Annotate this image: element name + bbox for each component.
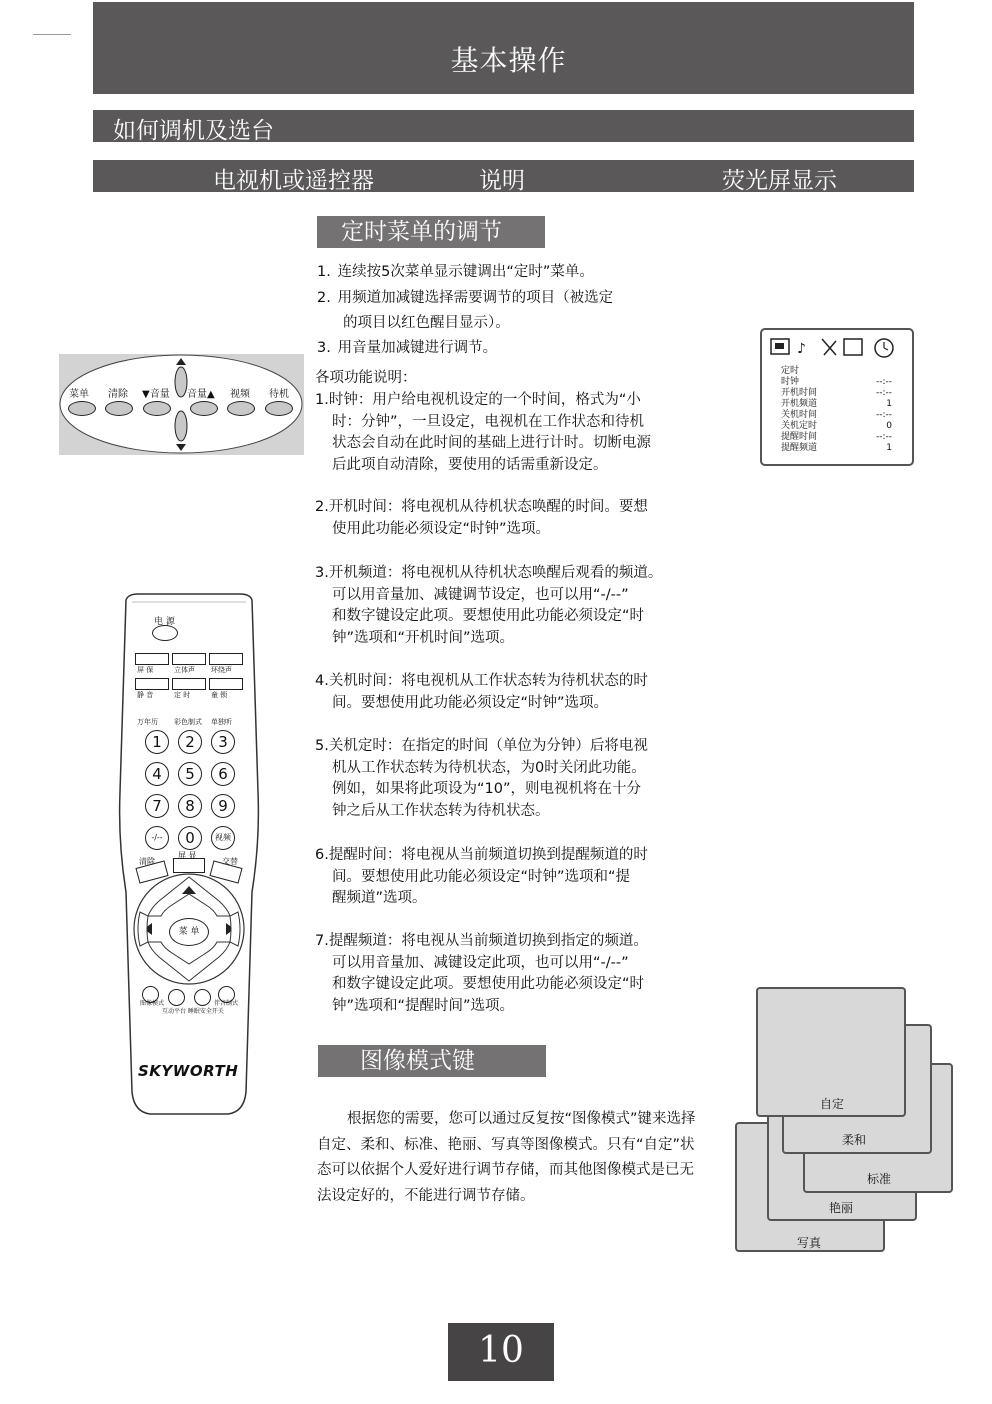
function-item-remind-channel: 7.提醒频道：将电视从当前频道切换到指定的频道。 可以用音量加、减键设定此项，也可以用“-/--” 和数字键设定此项。要想使用此功能必须设定“时 钟”选项和“提醒时间”选项。 xyxy=(315,933,648,1014)
remote-function-label: 环绕声 xyxy=(211,666,232,674)
picture-mode-label: 图像模式 xyxy=(140,1000,165,1007)
digit-button[interactable]: 8 xyxy=(178,794,202,818)
standby-key[interactable] xyxy=(265,401,293,416)
osd-row-label: 关机定时 xyxy=(781,421,818,431)
sleep-button[interactable] xyxy=(194,989,211,1006)
function-item-remind-time: 6.提醒时间：将电视从当前频道切换到提醒频道的时 间。要想使用此功能必须设定“时钟”选项和“提 醒频道”选项。 xyxy=(315,847,648,906)
picture-mode-paragraph: 根据您的需要，您可以通过反复按“图像模式”键来选择自定、柔和、标准、艳丽、写真等图像模式。只有“自定”状态可以依据个人爱好进行调节存储，而其他图像模式是已无法设定好的，不能进行调节存储。 xyxy=(317,1111,696,1204)
corner-rule xyxy=(33,34,71,35)
channel-icon xyxy=(822,339,836,355)
remote-function-label: 立体声 xyxy=(174,666,195,674)
page-title: 基本操作 xyxy=(450,44,567,77)
key-label-standby: 待机 xyxy=(269,389,289,400)
key-label-clear: 清除 xyxy=(108,389,128,400)
power-label: 电 源 xyxy=(154,617,175,627)
step-2-cont: 的项目以红色醒目显示）。 xyxy=(343,315,510,331)
digit-button[interactable]: -/-- xyxy=(145,826,169,850)
mode-card-standard: 标准 xyxy=(803,1063,953,1193)
picture-mode-diagram xyxy=(735,987,955,1257)
osd-row-value: 1 xyxy=(886,399,892,409)
osd-row-value: --:-- xyxy=(875,377,892,387)
brand-logo: SKYWORTH xyxy=(138,1062,239,1080)
remote-function-label: 单独听 xyxy=(211,718,232,726)
display-label: 屏 显 xyxy=(178,851,197,860)
digit-button[interactable]: 2 xyxy=(178,730,202,754)
function-item-sleep-timer: 5.关机定时：在指定的时间（单位为分钟）后将电视 机从工作状态转为待机状态，为0时关闭此功能。 例如，如果将此项设为“10”，则电视机将在十分 钟之后从工作状态转为待机状态。 xyxy=(315,738,648,819)
function-icon xyxy=(844,339,862,355)
clear-label: 清除 xyxy=(139,857,155,866)
osd-row-value: --:-- xyxy=(875,432,892,442)
digit-button[interactable]: 0 xyxy=(178,826,202,850)
key-label-video: 视频 xyxy=(230,389,250,400)
osd-menu-icons xyxy=(764,331,914,365)
key-label-menu: 菜单 xyxy=(69,389,89,400)
sound-icon: ♪ xyxy=(797,341,806,357)
osd-row-value: --:-- xyxy=(875,388,892,398)
column-description: 说明 xyxy=(479,168,525,194)
remote-function-label: 彩色制式 xyxy=(174,718,202,726)
osd-row-label: 开机时间 xyxy=(781,388,818,398)
step-3: 3. 用音量加减键进行调节。 xyxy=(317,340,498,356)
digit-button[interactable]: 7 xyxy=(145,794,169,818)
function-heading: 各项功能说明： xyxy=(315,370,417,386)
mode-card-soft: 柔和 xyxy=(782,1024,932,1154)
remote-function-label: 定 时 xyxy=(174,691,191,699)
menu-button[interactable]: 菜 单 xyxy=(169,918,209,946)
clear-key[interactable] xyxy=(105,401,133,416)
osd-row-value: 0 xyxy=(886,421,892,431)
osd-timer-screen xyxy=(760,328,914,466)
tv-key-panel xyxy=(59,354,304,455)
osd-row-value: 1 xyxy=(886,443,892,453)
osd-row-label: 关机时间 xyxy=(781,410,818,420)
osd-row-label: 提醒频道 xyxy=(781,443,818,453)
column-screen-display: 荧光屏显示 xyxy=(722,168,837,194)
digit-button[interactable]: 3 xyxy=(211,730,235,754)
menu-key[interactable] xyxy=(68,401,96,416)
section-title: 如何调机及选台 xyxy=(113,118,274,144)
function-item-on-channel: 3.开机频道：将电视机从待机状态唤醒后观看的频道。 可以用音量加、减键调节设定，也可以用“-/--” 和数字键设定此项。要想使用此功能必须设定“时 钟”选项和“开机时间”选项。 xyxy=(315,565,663,646)
column-device: 电视机或遥控器 xyxy=(213,168,374,194)
function-item-on-time: 2.开机时间：将电视机从待机状态唤醒的时间。要想 使用此功能必须设定“时钟”选项。 xyxy=(315,499,648,537)
digit-button[interactable]: 6 xyxy=(211,762,235,786)
remote-function-label: 童 锁 xyxy=(211,691,228,699)
picture-mode-heading: 图像模式键 xyxy=(318,1045,546,1077)
function-item-clock: 1.时钟：用户给电视机设定的一个时间，格式为“小 时：分钟”，一旦设定，电视机在工作状态和待机 状态会自动在此时间的基础上进行计时。切断电源 后此项自动清除，要使用的话需重新设定。 xyxy=(315,392,651,473)
page-number: 10 xyxy=(448,1323,554,1381)
digit-button[interactable]: 9 xyxy=(211,794,235,818)
remote-control xyxy=(118,592,260,1117)
remote-function-label: 万年历 xyxy=(137,718,158,726)
osd-row-label: 提醒时间 xyxy=(781,432,818,442)
sound-mode-label: 伴音制式 xyxy=(214,1000,239,1007)
osd-row-label: 开机频道 xyxy=(781,399,818,409)
power-button[interactable] xyxy=(152,625,178,641)
display-button[interactable] xyxy=(173,858,205,873)
digit-button[interactable]: 1 xyxy=(145,730,169,754)
video-key[interactable] xyxy=(227,401,255,416)
remote-function-button[interactable] xyxy=(172,653,206,665)
remote-function-button[interactable] xyxy=(135,653,169,665)
section-bar xyxy=(93,110,914,142)
volume-up-key[interactable] xyxy=(190,401,218,416)
timer-menu-heading: 定时菜单的调节 xyxy=(317,216,545,248)
mode-card-vivid: 艳丽 xyxy=(767,1087,917,1221)
key-label-vol-up: 音量▲ xyxy=(187,389,215,400)
osd-row-value: --:-- xyxy=(875,410,892,420)
digit-button[interactable]: 5 xyxy=(178,762,202,786)
mode-card-vivid-photo: 写真 xyxy=(735,1122,885,1252)
step-2: 2. 用频道加减键选择需要调节的项目（被选定 xyxy=(317,290,614,306)
remote-function-button[interactable] xyxy=(172,678,206,690)
function-item-off-time: 4.关机时间：将电视机从工作状态转为待机状态的时 间。要想使用此功能必须设定“时钟”选项。 xyxy=(315,673,648,711)
digit-button[interactable]: 4 xyxy=(145,762,169,786)
bottom-labels: 互动平台 睡眠安全开关 xyxy=(162,1008,224,1015)
osd-row-label: 定时 xyxy=(781,366,800,376)
osd-row-label: 时钟 xyxy=(781,377,800,387)
remote-function-label: 屏 保 xyxy=(137,666,154,674)
key-label-vol-down: ▼音量 xyxy=(142,389,170,400)
step-1: 1. 连续按5次菜单显示键调出“定时”菜单。 xyxy=(317,264,594,280)
digit-button[interactable]: 视频 xyxy=(211,826,235,850)
mode-card-custom: 自定 xyxy=(756,987,906,1117)
volume-down-key[interactable] xyxy=(143,401,171,416)
interactive-button[interactable] xyxy=(168,989,185,1006)
remote-function-button[interactable] xyxy=(135,678,169,690)
swap-label: 交替 xyxy=(222,857,238,866)
column-header-bar xyxy=(93,160,914,192)
remote-function-button[interactable] xyxy=(209,653,243,665)
page-header xyxy=(93,2,914,94)
remote-function-label: 静 音 xyxy=(137,691,154,699)
remote-function-button[interactable] xyxy=(209,678,243,690)
